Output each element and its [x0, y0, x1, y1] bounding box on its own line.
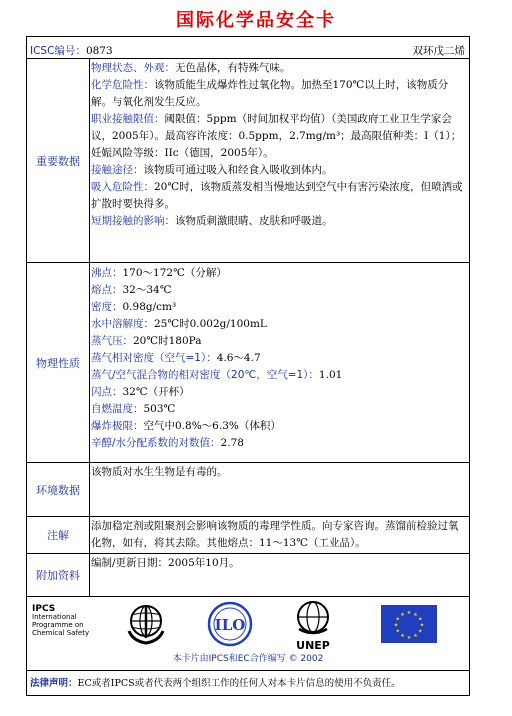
- physical-properties-section: [27, 263, 469, 463]
- data-item-value: 503℃: [143, 403, 176, 415]
- notes-section: [27, 517, 469, 554]
- physical-properties-label: 物理性质: [27, 263, 90, 462]
- ipcs-logo: [32, 605, 89, 637]
- svg-text:★: ★: [418, 628, 423, 635]
- data-item-value: 170～172℃（分解）: [122, 267, 227, 279]
- data-item-key: 闪点：: [91, 386, 123, 398]
- svg-text:★: ★: [413, 633, 418, 640]
- environment-label: 环境数据: [27, 463, 90, 516]
- important-data-label: 重要数据: [27, 59, 90, 262]
- svg-text:★: ★: [418, 616, 423, 623]
- data-item-key: 化学危险性：: [91, 79, 154, 91]
- data-item-key: 沸点：: [91, 267, 123, 279]
- data-item-key: 水中溶解度：: [91, 318, 154, 330]
- data-item-value: 20℃时180Pa: [133, 335, 202, 347]
- logos-row: [27, 597, 469, 671]
- data-item-key: 吸入危险性：: [91, 181, 154, 193]
- svg-text:★: ★: [413, 611, 418, 618]
- data-item-key: 熔点：: [91, 284, 123, 296]
- data-item-value: 该物质刺激眼睛、皮肤和呼吸道。: [175, 215, 333, 227]
- data-item: [91, 77, 467, 111]
- data-item-value: 空气中0.8%～6.3%（体积）: [143, 420, 281, 432]
- data-item-key: 蒸气/空气混合物的相对密度（20℃，空气=1）：: [91, 369, 319, 381]
- notes-label: 注解: [27, 517, 90, 553]
- data-item-value: 该物质能生成爆炸性过氧化物。加热至170℃以上时，该物质分解。与氧化剂发生反应。: [91, 79, 449, 108]
- data-item: [91, 384, 467, 401]
- ilo-text: ILO: [214, 616, 246, 634]
- card-title: 国际化学品安全卡: [176, 10, 336, 31]
- environment-section: [27, 463, 469, 517]
- eu-flag-icon: [381, 605, 437, 643]
- data-item-key: 接触途径：: [91, 164, 144, 176]
- physical-properties-content: [91, 265, 467, 452]
- data-item: [91, 316, 467, 333]
- svg-text:★: ★: [395, 628, 400, 635]
- data-item-value: 32℃（开杯）: [122, 386, 190, 398]
- svg-text:★: ★: [406, 610, 412, 616]
- data-item-key: 密度：: [91, 301, 123, 313]
- additional-text: 编制/更新日期：2005年10月。: [91, 557, 240, 569]
- data-item-value: 无色晶体，有特殊气味。: [175, 62, 291, 74]
- data-item: [91, 282, 467, 299]
- data-item-key: 蒸气压：: [91, 335, 133, 347]
- data-item-key: 短期接触的影响：: [91, 215, 175, 227]
- additional-label: 附加资料: [27, 554, 90, 596]
- data-item-value: 阈限值：5ppm（时间加权平均值）（美国政府工业卫生学家会议，2005年）。最高容许浓度：0.5ppm，2.7mg/m³；最高限值种类：I（1）；妊娠风险等级：IIc（德国，2005年）。: [91, 113, 462, 159]
- data-item-value: 2.78: [220, 437, 244, 449]
- additional-section: [27, 554, 469, 597]
- data-item-key: 辛醇/水分配系数的对数值：: [91, 437, 221, 449]
- data-item-value: 该物质可通过吸入和经食入吸收到体内。: [143, 164, 333, 176]
- ipcs-title: IPCS: [32, 604, 56, 614]
- unep-text: UNEP: [296, 639, 330, 651]
- data-item: [91, 418, 467, 435]
- data-item: [91, 299, 467, 316]
- icsc-label: ICSC编号：: [30, 45, 86, 57]
- data-item-value: 20℃时，该物质蒸发相当慢地达到空气中有害污染浓度，但喷洒或扩散时要快得多。: [91, 181, 463, 210]
- icsc-number-value: 0873: [85, 45, 113, 57]
- environment-text: 该物质对水生生物是有毒的。: [91, 466, 228, 478]
- data-item-key: 职业接触限值：: [91, 113, 165, 125]
- important-data-content: [91, 60, 467, 230]
- data-item: [91, 350, 467, 367]
- data-item-key: 蒸气相对密度（空气=1）：: [91, 352, 217, 364]
- data-item-value: 32～34℃: [122, 284, 172, 296]
- data-item: [91, 213, 467, 230]
- who-emblem-icon: [125, 601, 167, 645]
- ilo-logo-icon: [207, 601, 253, 647]
- data-item-value: 4.6～4.7: [216, 352, 261, 364]
- svg-text:★: ★: [406, 635, 412, 641]
- svg-text:★: ★: [395, 616, 400, 623]
- svg-text:★: ★: [419, 622, 425, 629]
- data-item-value: 25℃时0.002g/100mL: [154, 318, 267, 330]
- data-item-value: 0.98g/cm³: [122, 301, 177, 313]
- svg-text:★: ★: [393, 622, 399, 629]
- disclaimer-label: 法律声明：: [30, 678, 78, 689]
- header-row: [27, 37, 469, 59]
- data-item-key: 自燃温度：: [91, 403, 144, 415]
- disclaimer: [30, 675, 401, 689]
- ipcs-line: Chemical Safety: [32, 629, 90, 637]
- chemical-name: 双环戊二烯: [412, 45, 465, 57]
- data-item-key: 物理状态、外观：: [91, 62, 175, 74]
- icsc-number: [30, 43, 113, 58]
- notes-text: 添加稳定剂或阻聚剂会影响该物质的毒理学性质。向专家咨询。蒸馏前检验过氧化物，如有，将其去除。其他熔点：11～13℃（工业品）。: [91, 520, 459, 549]
- data-item: [91, 179, 467, 213]
- important-data-section: [27, 59, 469, 263]
- icsc-card: [26, 36, 470, 696]
- unep-logo-icon: [289, 599, 337, 651]
- ipcs-line: Programme on: [32, 621, 84, 629]
- data-item-key: 爆炸极限：: [91, 420, 144, 432]
- data-item: [91, 367, 467, 384]
- credit-line: 本卡片由IPCS和EC合作编写 © 2002: [172, 654, 324, 664]
- data-item: [91, 111, 467, 162]
- disclaimer-row: [27, 671, 469, 695]
- data-item: [91, 162, 467, 179]
- data-item: [91, 333, 467, 350]
- data-item-value: 1.01: [318, 369, 343, 381]
- svg-text:★: ★: [400, 633, 405, 640]
- disclaimer-text: EC或者IPCS或者代表两个组织工作的任何人对本卡片信息的使用不负责任。: [77, 678, 401, 689]
- ipcs-line: International: [32, 613, 77, 621]
- svg-text:★: ★: [400, 611, 405, 618]
- data-item: [91, 401, 467, 418]
- data-item: [91, 265, 467, 282]
- data-item: [91, 435, 467, 452]
- data-item: [91, 60, 467, 77]
